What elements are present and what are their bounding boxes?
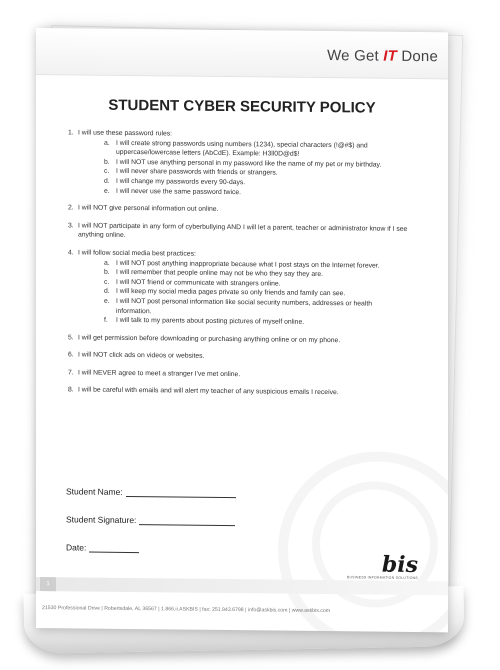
policy-item: [68, 351, 408, 364]
policy-item-number: 6.: [68, 351, 74, 359]
page-number: 1: [40, 577, 56, 591]
student-signature-row: [66, 514, 235, 526]
policy-item: [68, 221, 408, 244]
policy-item: [68, 386, 408, 399]
policy-item: [68, 248, 408, 328]
logo-mark: bis: [381, 551, 418, 579]
policy-list: [68, 128, 408, 407]
student-name-line[interactable]: [126, 496, 236, 498]
policy-subitem-letter: c.: [104, 278, 110, 286]
date-row: [66, 542, 139, 553]
policy-subitem-text: I will NOT use anything personal in my password like the name of my pet or my birthday.: [116, 158, 382, 169]
policy-subitem-text: I will never share passwords with friends or strangers.: [116, 168, 278, 177]
policy-subitem-text: I will keep my social media pages private so only friends and family can see.: [116, 288, 346, 298]
policy-subitem-letter: f.: [104, 316, 108, 324]
policy-subitem-text: I will NOT post personal information like social security numbers, addresses or health information.: [116, 297, 373, 315]
brand-prefix: We Get: [327, 47, 384, 65]
policy-item-number: 2.: [68, 204, 74, 212]
brand-tagline: [327, 47, 438, 65]
policy-item-number: 8.: [68, 386, 74, 394]
policy-item-row: [68, 386, 408, 399]
policy-subitem-letter: e.: [104, 297, 110, 305]
policy-page: [36, 28, 448, 632]
policy-subitem-list: [68, 258, 408, 329]
footer-address: 21530 Professional Drive | Robertsdale, AL 36567 | 1.866.ii.ASKBIS | fax: 251.943.6798 | info@askbis.com | www.askbis.com: [42, 605, 331, 615]
policy-item-text: I will get permission before downloading or purchasing anything online or on my phone.: [78, 334, 341, 344]
policy-subitem-text: I will never use the same password twice.: [116, 187, 242, 196]
student-name-row: [66, 486, 236, 498]
policy-subitem-text: I will NOT post anything inappropriate because what I post stays on the Internet forever.: [116, 259, 380, 270]
header-band: [36, 28, 448, 79]
policy-item: [68, 203, 408, 216]
policy-item-text: I will NEVER agree to meet a stranger I've met online.: [78, 369, 241, 379]
policy-subitem: [104, 316, 408, 329]
policy-subitem: [104, 186, 408, 199]
footer-band: [36, 577, 448, 595]
policy-item-row: [68, 351, 408, 364]
policy-item-number: 4.: [68, 249, 74, 257]
policy-item-text: I will use these password rules:: [78, 129, 173, 138]
policy-subitem-text: I will change my passwords every 90-days.: [116, 177, 246, 187]
policy-subitem-letter: a.: [104, 139, 110, 147]
brand-suffix: Done: [396, 47, 438, 66]
policy-item-text: I will NOT click ads on videos or websites.: [78, 351, 205, 361]
policy-subitem-letter: b.: [104, 158, 110, 166]
page-title: STUDENT CYBER SECURITY POLICY: [108, 96, 376, 117]
date-label: Date:: [66, 542, 87, 553]
policy-item-row: [68, 333, 408, 346]
policy-subitem-text: I will NOT friend or communicate with strangers online.: [116, 278, 281, 288]
logo-tagline: BUSINESS INFORMATION SOLUTIONS: [346, 575, 418, 581]
brand-highlight: IT: [383, 47, 397, 65]
date-line[interactable]: [89, 552, 139, 554]
policy-subitem-text: I will create strong passwords using numbers (1234), special characters (!@#$) and uppercase/lowercase letters (AbCdE). Example: H3ll0D@d$!: [116, 139, 368, 158]
policy-item-text: I will NOT give personal information out online.: [78, 204, 219, 214]
policy-item-text: I will follow social media best practices:: [78, 249, 196, 258]
policy-item: [68, 368, 408, 381]
policy-item-row: [68, 221, 408, 244]
policy-item-number: 1.: [68, 129, 74, 137]
policy-subitem-letter: a.: [104, 259, 110, 267]
student-signature-label: Student Signature:: [66, 514, 137, 526]
policy-subitem-letter: d.: [104, 288, 110, 296]
policy-subitem-letter: d.: [104, 177, 110, 185]
policy-item-text: I will be careful with emails and will alert my teacher of any suspicious emails I receive.: [78, 386, 339, 397]
policy-subitem-text: I will remember that people online may not be who they say they are.: [116, 268, 324, 279]
policy-subitem-text: I will talk to my parents about posting pictures of myself online.: [116, 316, 305, 326]
policy-subitem-letter: e.: [104, 187, 110, 195]
student-name-label: Student Name:: [66, 486, 123, 497]
bis-logo: [347, 553, 418, 580]
policy-subitem-list: [68, 138, 408, 199]
policy-item: [68, 333, 408, 346]
policy-subitem-letter: b.: [104, 268, 110, 276]
policy-item: [68, 128, 408, 199]
policy-item-row: [68, 203, 408, 216]
policy-subitem-letter: c.: [104, 168, 110, 176]
policy-item-number: 7.: [68, 369, 74, 377]
policy-item-row: [68, 368, 408, 381]
policy-item-number: 5.: [68, 334, 74, 342]
policy-item-text: I will NOT participate in any form of cyberbullying AND I will let a parent, teacher or administrator know if I see anything online.: [78, 222, 408, 240]
student-signature-line[interactable]: [139, 524, 235, 526]
policy-item-number: 3.: [68, 222, 74, 230]
